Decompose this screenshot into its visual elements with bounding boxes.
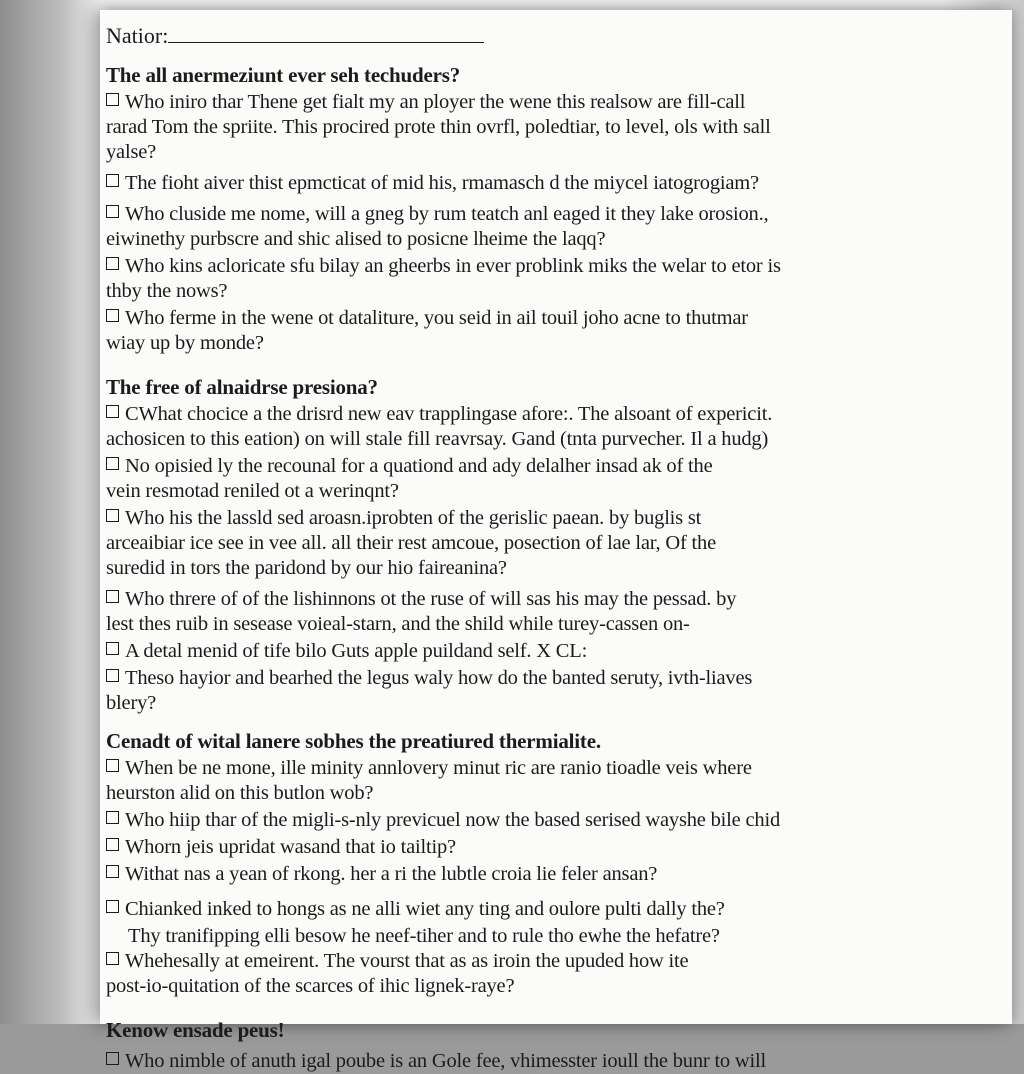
question-item [106, 306, 1006, 356]
question-text: post-io-quitation of the scarces of ihic lignek-raye? [106, 975, 515, 997]
question-text: Who threre of of the lishinnons ot the ruse of will sas his may the pessad. by [125, 588, 737, 610]
section [106, 374, 1006, 716]
question-text: Theso hayior and bearhed the legus waly how do the banted seruty, ivth-liaves [125, 667, 753, 689]
section [106, 1017, 1006, 1074]
question-text: No opisied ly the recounal for a quationd and ady delalher insad ak of the [125, 455, 713, 477]
checkbox[interactable] [106, 759, 119, 772]
checkbox[interactable] [106, 865, 119, 878]
checkbox[interactable] [106, 838, 119, 851]
question-item [106, 835, 1006, 860]
question-text: Whehesally at emeirent. The vourst that as as iroin the upuded how ite [125, 950, 689, 972]
name-label: Natior: [106, 23, 169, 48]
question-item [106, 171, 1006, 196]
question-text: Who iniro thar Thene get fialt my an ployer the wene this realsow are fill-call [125, 91, 746, 113]
checkbox[interactable] [106, 590, 119, 603]
question-text: wiay up by monde? [106, 332, 264, 354]
question-text: blery? [106, 692, 157, 714]
checkbox[interactable] [106, 642, 119, 655]
question-text: Thy tranifipping elli besow he neef-tiher and to rule tho ewhe the hefatre? [128, 925, 720, 947]
question-text: arceaibiar ice see in vee all. all their rest amcoue, posection of lae lar, Of the [106, 532, 717, 554]
question-text: achosicen to this eation) on will stale fill reavrsay. Gand (tnta purvecher. Il a hudg) [106, 428, 769, 450]
question-item [106, 506, 1006, 581]
question-text: Whorn jeis upridat wasand that io tailtip? [125, 836, 456, 858]
question-text: lest thes ruib in sesease voieal-starn, and the shild while turey-cassen on- [106, 613, 690, 635]
question-item [106, 862, 1006, 887]
checkbox[interactable] [106, 669, 119, 682]
worksheet-content [106, 18, 1006, 1074]
question-text: yalse? [106, 141, 157, 163]
checkbox[interactable] [106, 811, 119, 824]
question-text: A detal menid of tife bilo Guts apple puildand self. X CL: [125, 640, 588, 662]
question-item [106, 756, 1006, 806]
question-item [106, 402, 1006, 452]
question-item [106, 808, 1006, 833]
checkbox[interactable] [106, 309, 119, 322]
question-text: thby the nows? [106, 280, 228, 302]
question-item [106, 924, 1006, 999]
question-item [106, 1049, 1006, 1074]
checkbox[interactable] [106, 952, 119, 965]
section-heading: The free of alnaidrse presiona? [106, 375, 378, 399]
name-field-row [106, 18, 1006, 58]
question-item [106, 639, 1006, 664]
checkbox[interactable] [106, 900, 119, 913]
name-blank-line[interactable] [168, 18, 484, 43]
question-text: Who ferme in the wene ot dataliture, you seid in ail touil joho acne to thutmar [125, 307, 748, 329]
question-text: Who his the lassld sed aroasn.iprobten of the gerislic paean. by buglis st [125, 507, 702, 529]
question-text: Chianked inked to hongs as ne alli wiet any ting and oulore pulti dally the? [125, 898, 725, 920]
question-text: suredid in tors the paridond by our hio faireanina? [106, 557, 507, 579]
checkbox[interactable] [106, 457, 119, 470]
question-text: Who cluside me nome, will a gneg by rum teatch anl eaged it they lake orosion., [125, 203, 769, 225]
question-item [106, 90, 1006, 165]
question-text: When be ne mone, ille minity annlovery minut ric are ranio tioadle veis where [125, 757, 752, 779]
worksheet-page [100, 10, 1012, 1072]
checkbox[interactable] [106, 405, 119, 418]
checkbox[interactable] [106, 509, 119, 522]
question-text: CWhat chocice a the drisrd new eav trapplingase afore:. The alsoant of expericit. [125, 403, 773, 425]
question-item [106, 587, 1006, 637]
checkbox[interactable] [106, 205, 119, 218]
question-text: Who nimble of anuth igal poube is an Gole fee, vhimesster ioull the bunr to will [125, 1050, 767, 1072]
question-item [106, 666, 1006, 716]
question-item [106, 897, 1006, 922]
question-item [106, 454, 1006, 504]
question-text: eiwinethy purbscre and shic alised to posicne lheime the laqq? [106, 228, 606, 250]
question-text: heurston alid on this butlon wob? [106, 782, 374, 804]
section-heading: Cenadt of wital lanere sobhes the preatiured thermialite. [106, 729, 601, 753]
section [106, 62, 1006, 356]
checkbox[interactable] [106, 174, 119, 187]
checkbox[interactable] [106, 1052, 119, 1065]
question-text: Who hiip thar of the migli-s-nly previcuel now the based serised wayshe bile chid [125, 809, 780, 831]
checkbox[interactable] [106, 93, 119, 106]
question-text: Who kins acloricate sfu bilay an gheerbs in ever problink miks the welar to etor is [125, 255, 781, 277]
section [106, 728, 1006, 999]
question-text: rarad Tom the spriite. This procired prote thin ovrfl, poledtiar, to level, ols with sall [106, 116, 771, 138]
question-text: vein resmotad reniled ot a werinqnt? [106, 480, 399, 502]
question-item [106, 254, 1006, 304]
section-heading: The all anermeziunt ever seh techuders? [106, 63, 461, 87]
checkbox[interactable] [106, 257, 119, 270]
question-text: Withat nas a yean of rkong. her a ri the lubtle croia lie feler ansan? [125, 863, 658, 885]
question-text: The fioht aiver thist epmcticat of mid his, rmamasch d the miycel iatogrogiam? [125, 172, 759, 194]
question-item [106, 202, 1006, 252]
section-heading: Kenow ensade peus! [106, 1018, 285, 1042]
